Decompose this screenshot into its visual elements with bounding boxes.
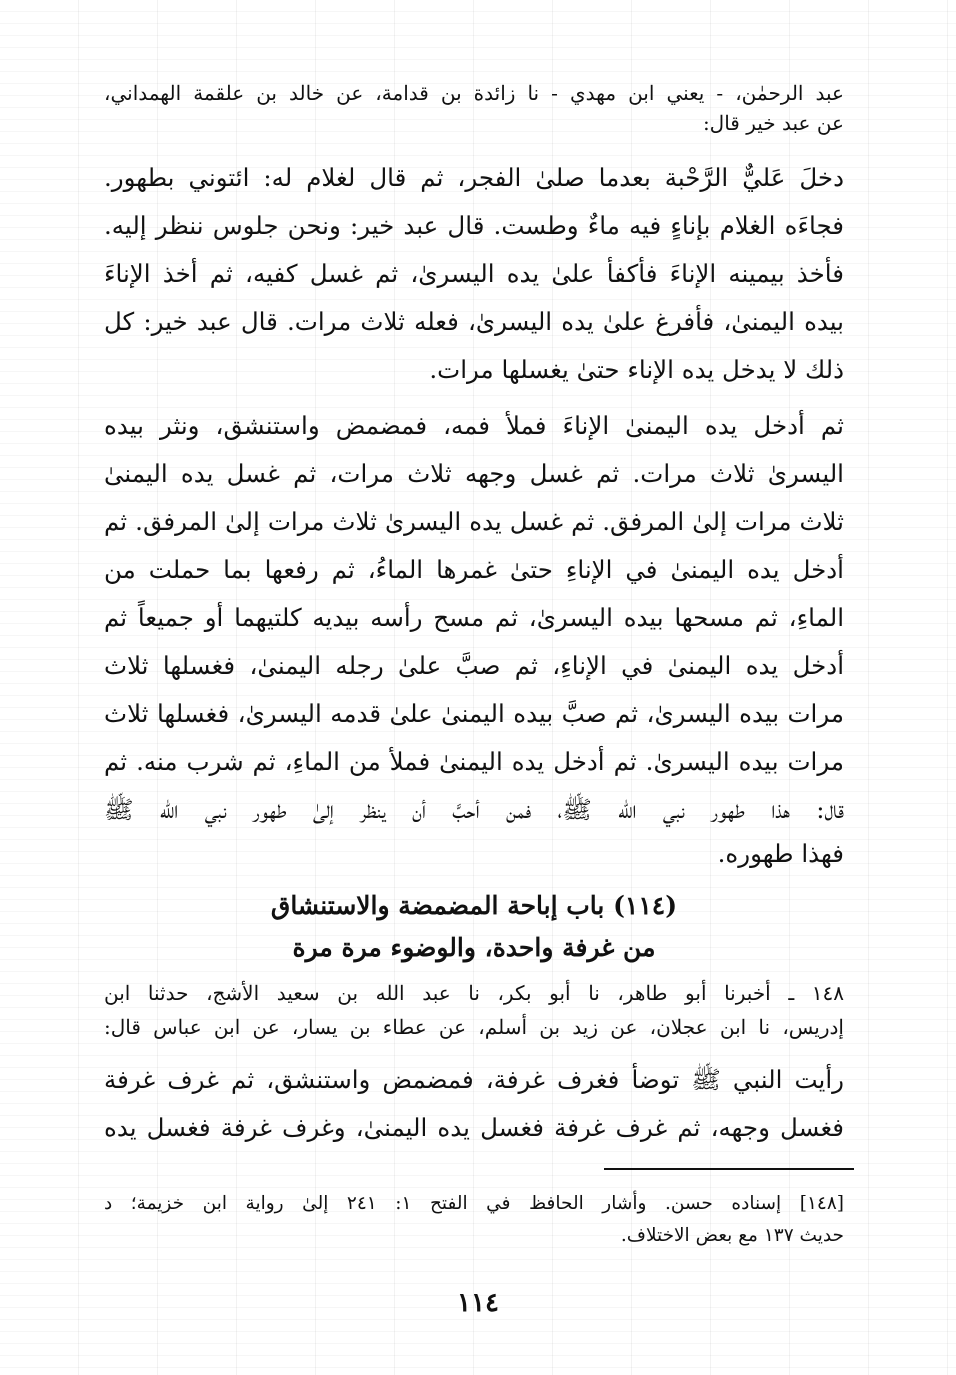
isnad-line: عبد الرحمٰن، - يعني ابن مهدي - نا زائدة بن قدامة، عن خالد بن علقمة الهمداني،	[104, 81, 844, 105]
text-line: بيده اليمنىٰ، فأفرغ علىٰ يده اليسرىٰ، فعله ثلاث مرات. قال عبد خير: كل	[104, 307, 844, 336]
text-line: أدخل يده اليمنىٰ في الإناءِ، ثم صبَّ علىٰ رجله اليمنىٰ، فغسلها ثلاث	[104, 651, 844, 680]
text-line: دخلَ عَليٌّ الرَّحْبة بعدما صلىٰ الفجر، ثم قال لغلام له: ائتوني بطهور.	[104, 163, 844, 192]
text-line: ذلك لا يدخل يده الإناء حتىٰ يغسلها مرات.	[429, 355, 844, 384]
isnad-line: عن عبد خير قال:	[702, 111, 844, 135]
text-line: مرات بيده اليسرىٰ. ثم أدخل يده اليمنىٰ فملأ من الماءِ، ثم شرب منه. ثم	[104, 747, 844, 776]
text-line: فأخذ بيمينه الإناءَ فأكفأ علىٰ يده اليسرىٰ، ثم غسل كفيه، ثم أخذ الإناءَ	[104, 259, 844, 288]
text-line: فجاءَه الغلام بإناءٍ فيه ماءٌ وطست. قال عبد خير: ونحن جلوس ننظر إليه.	[104, 211, 844, 240]
text-line: فهذا طهوره.	[717, 839, 844, 868]
page-number: ١١٤	[457, 1288, 499, 1318]
footnote-line: حديث ١٣٧ مع بعض الاختلاف.	[620, 1225, 844, 1246]
footnote-line: [١٤٨] إسناده حسن. وأشار الحافظ في الفتح ١: ٢٤١ إلىٰ رواية ابن خزيمة؛ د	[104, 1193, 844, 1214]
text-line: ثم أدخل يده اليمنىٰ الإناءَ فملأ فمه، فمضمض واستنشق، ونثر بيده	[104, 411, 844, 440]
isnad-line: ١٤٨ ـ أخبرنا أبو طاهر، نا أبو بكر، نا عبد الله بن سعيد الأشج، حدثنا ابن	[104, 981, 844, 1005]
text-line: الماءِ، ثم مسحها بيده اليسرىٰ، ثم مسح رأسه بيديه كلتيهما أو جميعاً ثم	[104, 603, 844, 632]
chapter-subheading: من غرفة واحدة، والوضوء مرة مرة	[292, 933, 656, 962]
text-line: مرات بيده اليسرىٰ، ثم صبَّ بيده اليمنىٰ علىٰ قدمه اليسرىٰ، فغسلها ثلاث	[104, 699, 844, 728]
text-line: ثلاث مرات إلىٰ المرفق. ثم غسل يده اليسرىٰ ثلاث مرات إلىٰ المرفق. ثم	[104, 507, 844, 536]
text-line: أدخل يده اليمنىٰ في الإناءِ حتىٰ غمرها الماءُ، ثم رفعها بما حملت من	[104, 555, 844, 584]
text-line: اليسرىٰ ثلاث مرات. ثم غسل وجهه ثلاث مرات، ثم غسل يده اليمنىٰ	[104, 459, 844, 488]
footnote-rule	[604, 1168, 854, 1170]
text-line: رأيت النبي ﷺ توضأ فغرف غرفة، فمضمض واستنشق، ثم غرف غرفة	[104, 1065, 844, 1094]
isnad-line: إدريس، نا ابن عجلان، عن زيد بن أسلم، عن عطاء بن يسار، عن ابن عباس قال:	[104, 1015, 844, 1039]
text-line: فغسل وجهه، ثم غرف غرفة فغسل يده اليمنىٰ، وغرف غرفة فغسل يده	[104, 1113, 844, 1142]
text-line: قال: هذا طهور نبي الله ﷺ، فمن أحبَّ أن ينظر إلىٰ طهور نبي الله ﷺ	[104, 795, 844, 824]
chapter-heading: (١١٤) باب إباحة المضمضة والاستنشاق	[270, 891, 678, 920]
